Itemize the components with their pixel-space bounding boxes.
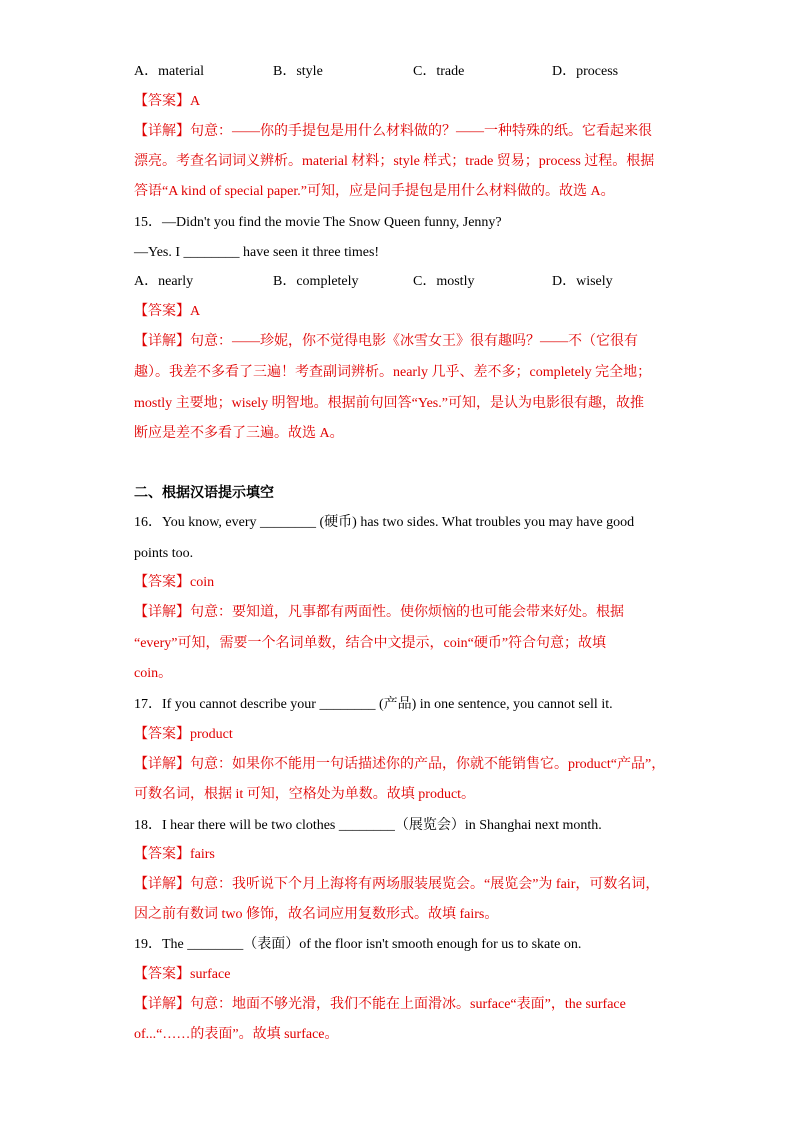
q14-option-a: A．material xyxy=(134,64,204,79)
q19-answer: 【答案】surface xyxy=(134,967,231,982)
q19-detail-line: of...“……的表面”。故填 surface。 xyxy=(134,1027,339,1042)
q15-stem: 15．—Didn't you find the movie The Snow Queen funny, Jenny? xyxy=(134,215,502,230)
q14-option-b: B．style xyxy=(273,64,323,79)
q15-stem: —Yes. I ________ have seen it three times! xyxy=(134,245,380,260)
q15-option-c: C．mostly xyxy=(413,274,475,289)
q18-detail-line: 【详解】句意：我听说下个月上海将有两场服装展览会。“展览会”为 fair，可数名词， xyxy=(134,877,660,892)
q15-option-d: D．wisely xyxy=(552,274,613,289)
q15-option-b: B．completely xyxy=(273,274,359,289)
section-heading: 二、根据汉语提示填空 xyxy=(134,486,274,501)
q14-detail-line: 答语“A kind of special paper.”可知，应是问手提包是用什么材料做的。故选 A。 xyxy=(134,184,615,199)
q18-stem: 18．I hear there will be two clothes ________（展览会）in Shanghai next month. xyxy=(134,818,602,833)
q15-detail-line: 趣）。我差不多看了三遍！考查副词辨析。nearly 几乎、差不多；completely 完全地； xyxy=(134,365,652,380)
q17-detail-line: 【详解】句意：如果你不能用一句话描述你的产品，你就不能销售它。product“产品”， xyxy=(134,757,666,772)
q14-answer: 【答案】A xyxy=(134,94,201,109)
q14-detail-line: 漂亮。考查名词词义辨析。material 材料；style 样式；trade 贸易；process 过程。根据 xyxy=(134,154,655,169)
q17-detail-line: 可数名词，根据 it 可知，空格处为单数。故填 product。 xyxy=(134,787,476,802)
q15-answer: 【答案】A xyxy=(134,304,201,319)
q18-answer: 【答案】fairs xyxy=(134,847,215,862)
q17-stem: 17．If you cannot describe your ________ (产品) in one sentence, you cannot sell it. xyxy=(134,697,613,712)
q16-stem: 16．You know, every ________ (硬币) has two sides. What troubles you may have good xyxy=(134,515,635,530)
q15-detail-line: 断应是差不多看了三遍。故选 A。 xyxy=(134,426,344,441)
q14-detail-line: 【详解】句意：——你的手提包是用什么材料做的？——一种特殊的纸。它看起来很 xyxy=(134,124,652,139)
q17-answer: 【答案】product xyxy=(134,727,233,742)
q16-detail-line: coin。 xyxy=(134,666,173,681)
q16-stem: points too. xyxy=(134,546,194,561)
q19-stem: 19．The ________（表面）of the floor isn't smooth enough for us to skate on. xyxy=(134,937,582,952)
q18-detail-line: 因之前有数词 two 修饰，故名词应用复数形式。故填 fairs。 xyxy=(134,907,499,922)
q19-detail-line: 【详解】句意：地面不够光滑，我们不能在上面滑冰。surface“表面”，the surface xyxy=(134,997,626,1012)
q14-option-d: D．process xyxy=(552,64,619,79)
q15-option-a: A．nearly xyxy=(134,274,194,289)
q16-detail-line: 【详解】句意：要知道，凡事都有两面性。使你烦恼的也可能会带来好处。根据 xyxy=(134,605,624,620)
q15-detail-line: mostly 主要地；wisely 明智地。根据前句回答“Yes.”可知，是认为电影很有趣，故推 xyxy=(134,396,644,411)
q14-option-c: C．trade xyxy=(413,64,465,79)
q16-answer: 【答案】coin xyxy=(134,575,215,590)
q16-detail-line: “every”可知，需要一个名词单数，结合中文提示，coin“硬币”符合句意；故填 xyxy=(134,636,607,651)
q15-detail-line: 【详解】句意：——珍妮，你不觉得电影《冰雪女王》很有趣吗？——不（它很有 xyxy=(134,334,638,349)
